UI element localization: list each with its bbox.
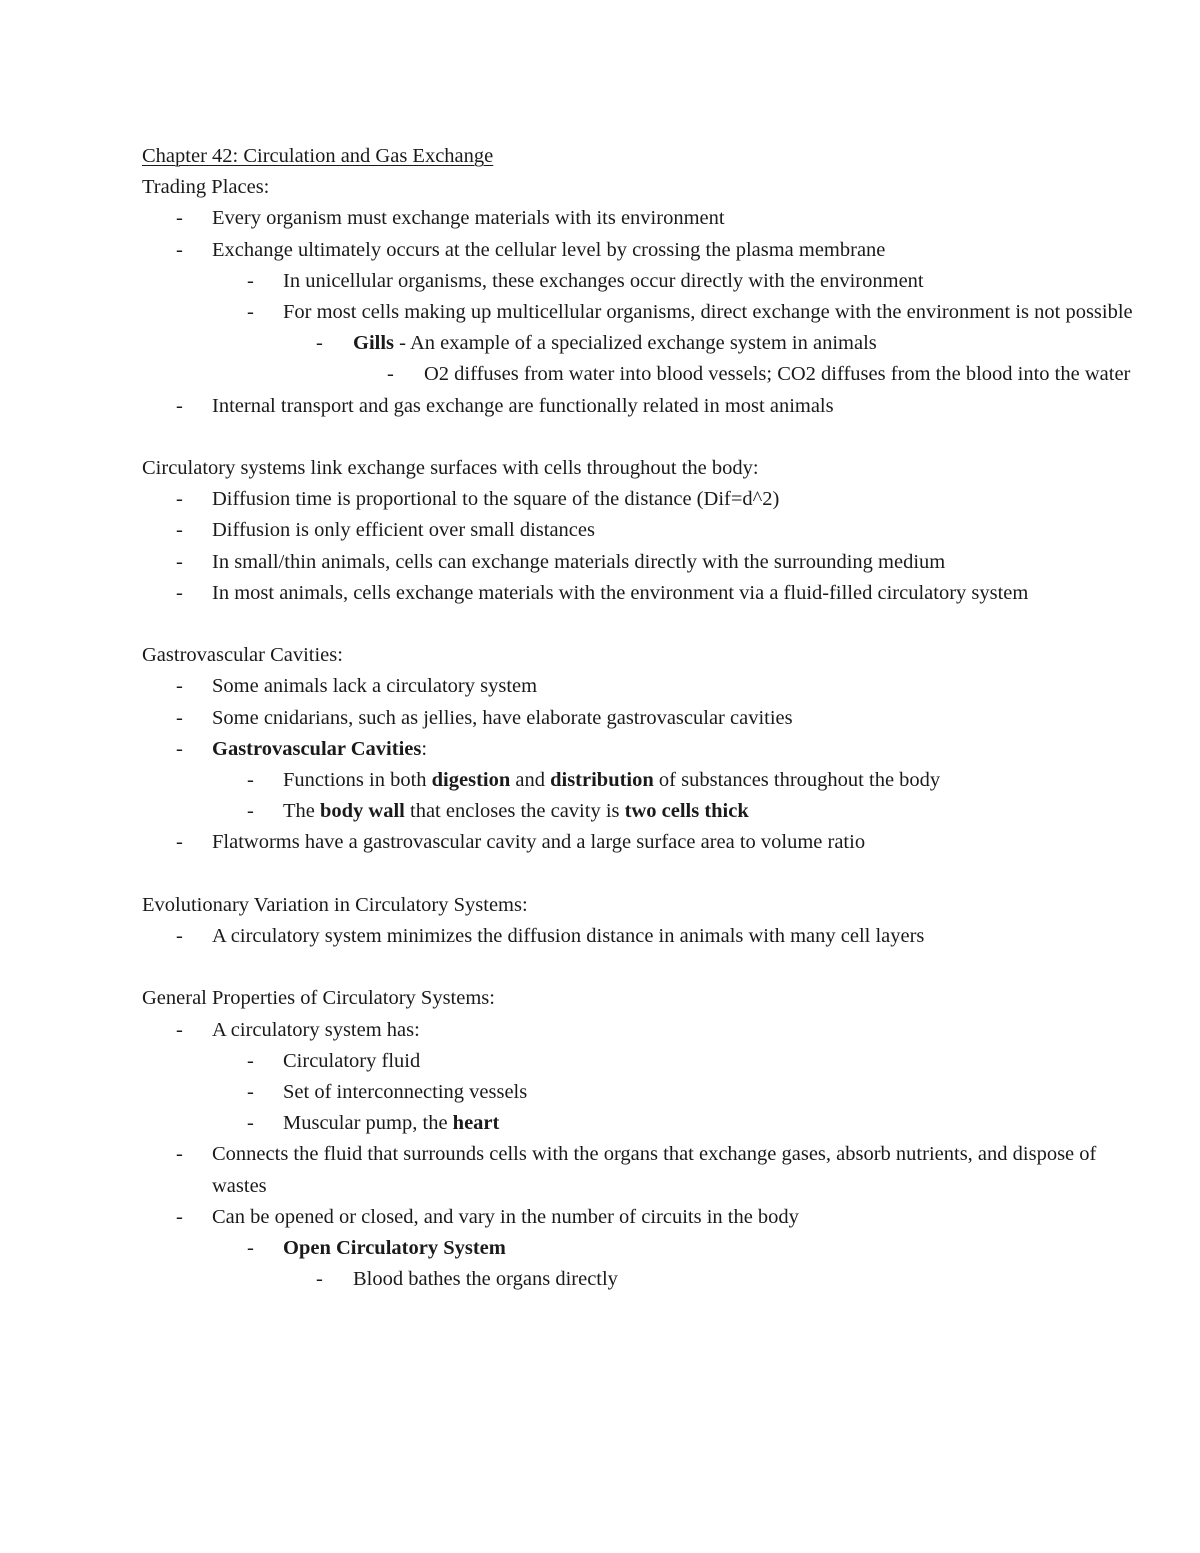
dash-bullet-icon: - <box>247 1081 254 1104</box>
bullet-item <box>142 1139 1142 1201</box>
bullet-item <box>142 1264 1142 1295</box>
dash-bullet-icon: - <box>247 1049 254 1072</box>
item-text: Flatworms have a gastrovascular cavity and a large surface area to volume ratio <box>212 831 866 854</box>
bullet-item <box>142 703 1142 734</box>
dash-bullet-icon: - <box>176 737 183 760</box>
item-text: Exchange ultimately occurs at the cellular level by crossing the plasma membrane <box>212 238 886 261</box>
section-gap <box>142 952 1142 983</box>
bullet-item <box>142 297 1142 328</box>
bullet-item <box>142 391 1142 422</box>
dash-bullet-icon: - <box>176 581 183 604</box>
item-text: of substances throughout the body <box>653 769 941 792</box>
item-text: and <box>510 769 551 792</box>
dash-bullet-icon: - <box>176 207 183 230</box>
item-text: In most animals, cells exchange materials with the environment via a fluid-filled circulatory system <box>212 581 1029 604</box>
section-heading: General Properties of Circulatory Systems: <box>142 987 495 1010</box>
bullet-item <box>142 515 1142 546</box>
dash-bullet-icon: - <box>247 1112 254 1135</box>
bullet-item <box>142 827 1142 858</box>
dash-bullet-icon: - <box>176 488 183 511</box>
item-text: Diffusion is only efficient over small distances <box>212 519 595 542</box>
bullet-item <box>142 266 1142 297</box>
item-text: O2 diffuses from water into blood vessels; CO2 diffuses from the blood into the water <box>424 363 1131 386</box>
dash-bullet-icon: - <box>176 1143 183 1166</box>
document-body <box>142 141 1142 1295</box>
bullet-item <box>142 765 1142 796</box>
dash-bullet-icon: - <box>176 550 183 573</box>
dash-bullet-icon: - <box>247 769 254 792</box>
dash-bullet-icon: - <box>176 1205 183 1228</box>
dash-bullet-icon: - <box>316 332 323 355</box>
section-gap <box>142 859 1142 890</box>
bold-term: two cells thick <box>624 800 749 823</box>
bullet-item <box>142 921 1142 952</box>
dash-bullet-icon: - <box>176 394 183 417</box>
section-gap <box>142 422 1142 453</box>
bullet-item <box>142 1015 1142 1046</box>
item-text: Blood bathes the organs directly <box>353 1268 618 1291</box>
bold-term: digestion <box>431 769 511 792</box>
bullet-item <box>142 1233 1142 1264</box>
item-text: A circulatory system minimizes the diffusion distance in animals with many cell layers <box>212 925 925 948</box>
dash-bullet-icon: - <box>176 831 183 854</box>
item-text: For most cells making up multicellular organisms, direct exchange with the environment is not possible <box>283 301 1133 324</box>
bullet-item <box>142 1108 1142 1139</box>
dash-bullet-icon: - <box>176 238 183 261</box>
item-text: : <box>421 737 428 760</box>
item-text: that encloses the cavity is <box>404 800 625 823</box>
dash-bullet-icon: - <box>176 675 183 698</box>
bold-term: distribution <box>550 769 654 792</box>
dash-bullet-icon: - <box>247 269 254 292</box>
bold-term: Gastrovascular Cavities <box>212 737 422 760</box>
item-text: Diffusion time is proportional to the square of the distance (Dif=d^2) <box>212 488 780 511</box>
item-text: Every organism must exchange materials with its environment <box>212 207 725 230</box>
bullet-item <box>142 203 1142 234</box>
item-text: In small/thin animals, cells can exchange materials directly with the surrounding medium <box>212 550 946 573</box>
section-heading: Gastrovascular Cavities: <box>142 644 343 667</box>
bullet-item <box>142 328 1142 359</box>
section-heading: Evolutionary Variation in Circulatory Systems: <box>142 893 528 916</box>
bullet-item <box>142 359 1142 390</box>
sections-container <box>142 172 1142 1295</box>
document-title: Chapter 42: Circulation and Gas Exchange <box>142 145 494 167</box>
dash-bullet-icon: - <box>176 706 183 729</box>
bullet-item <box>142 1077 1142 1108</box>
dash-bullet-icon: - <box>387 363 394 386</box>
bold-term: heart <box>452 1112 500 1135</box>
bold-term: Gills <box>353 332 395 355</box>
bullet-item <box>142 734 1142 765</box>
item-text: A circulatory system has: <box>212 1018 420 1041</box>
dash-bullet-icon: - <box>176 1018 183 1041</box>
section-heading: Trading Places: <box>142 176 270 199</box>
bullet-item <box>142 671 1142 702</box>
item-text: Set of interconnecting vessels <box>283 1081 528 1104</box>
item-text: Connects the fluid that surrounds cells with the organs that exchange gases, absorb nutrients, and dispose of wastes <box>212 1143 1097 1197</box>
item-text: - An example of a specialized exchange system in animals <box>394 332 877 355</box>
bullet-item <box>142 547 1142 578</box>
item-text: Some animals lack a circulatory system <box>212 675 538 698</box>
bullet-item <box>142 235 1142 266</box>
bullet-item <box>142 1202 1142 1233</box>
bullet-item <box>142 796 1142 827</box>
dash-bullet-icon: - <box>316 1268 323 1291</box>
bullet-item <box>142 578 1142 609</box>
section-gap <box>142 609 1142 640</box>
dash-bullet-icon: - <box>247 301 254 324</box>
item-text: Can be opened or closed, and vary in the number of circuits in the body <box>212 1205 799 1228</box>
bold-term: Open Circulatory System <box>283 1237 506 1260</box>
item-text: Circulatory fluid <box>283 1049 421 1072</box>
item-text: Internal transport and gas exchange are functionally related in most animals <box>212 394 834 417</box>
section-heading: Circulatory systems link exchange surfaces with cells throughout the body: <box>142 457 759 480</box>
item-text: Functions in both <box>283 769 432 792</box>
item-text: Some cnidarians, such as jellies, have elaborate gastrovascular cavities <box>212 706 793 729</box>
bullet-item <box>142 1046 1142 1077</box>
bold-term: body wall <box>320 800 405 823</box>
item-text: In unicellular organisms, these exchanges occur directly with the environment <box>283 269 924 292</box>
dash-bullet-icon: - <box>176 519 183 542</box>
item-text: Muscular pump, the <box>283 1112 453 1135</box>
bullet-item <box>142 484 1142 515</box>
item-text: The <box>283 800 320 823</box>
dash-bullet-icon: - <box>176 925 183 948</box>
dash-bullet-icon: - <box>247 800 254 823</box>
dash-bullet-icon: - <box>247 1237 254 1260</box>
